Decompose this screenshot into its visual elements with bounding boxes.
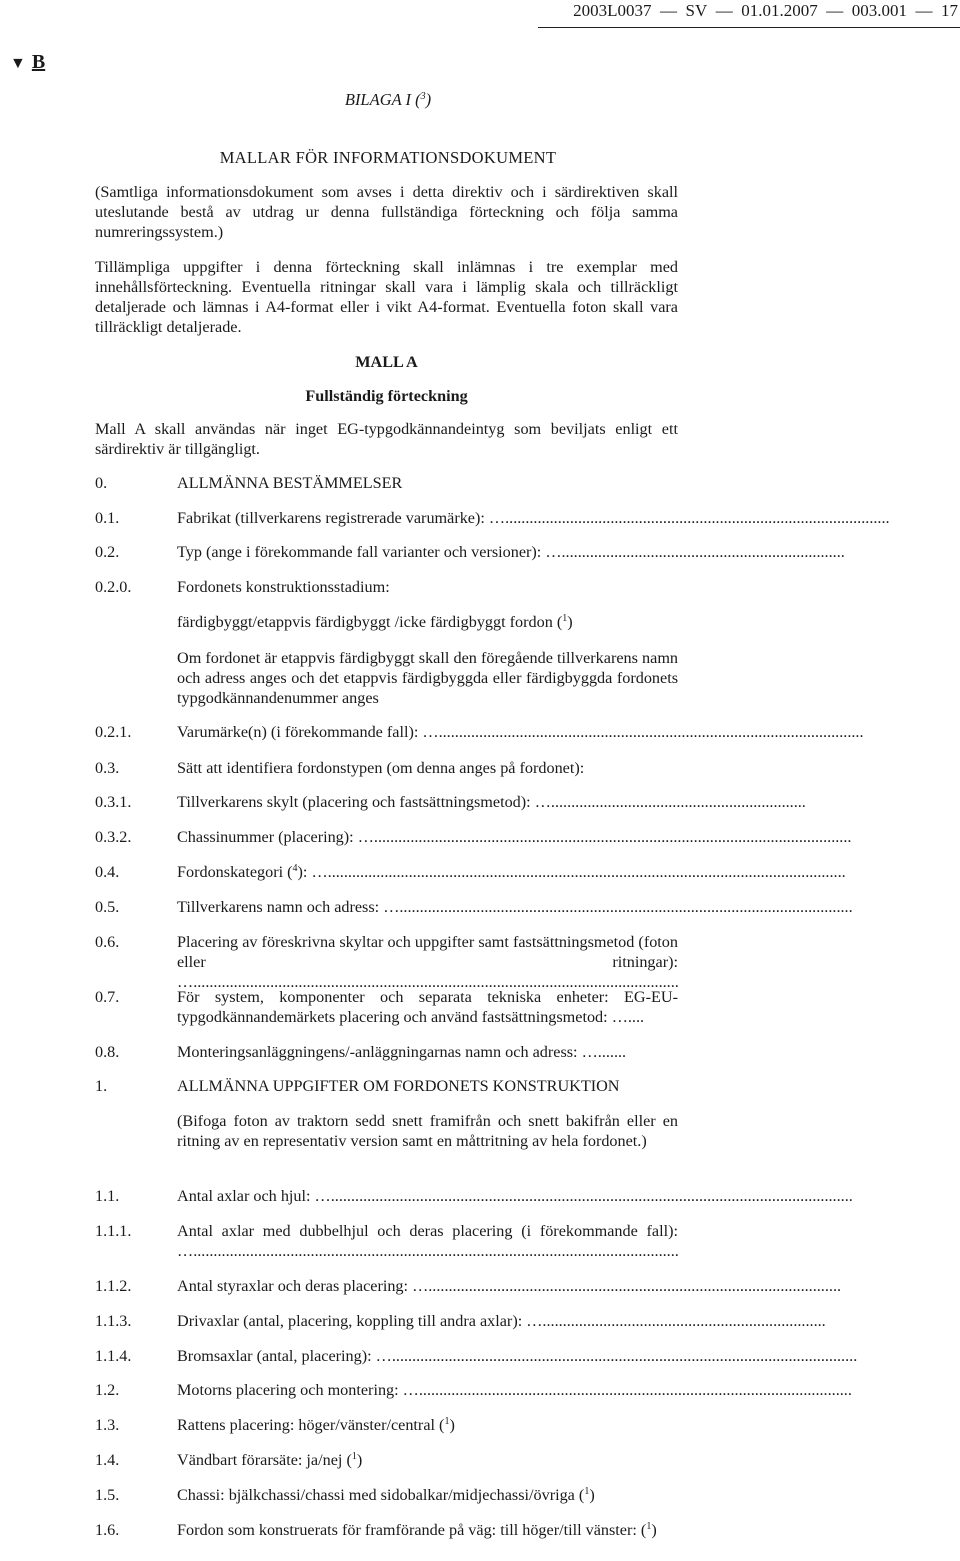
annex-title-close: ): [425, 90, 432, 109]
page-header: [538, 0, 960, 28]
item-text: Chassinummer (placering): …......................................................................................................................: [177, 828, 852, 846]
item-number: 0.5.: [95, 898, 120, 916]
item-text: Fabrikat (tillverkarens registrerade varumärke): …...............................................................................................: [177, 509, 890, 527]
footnote-ref: 1: [444, 1416, 450, 1427]
item-text: Typ (ange i förekommande fall varianter och versioner): …......................................................................: [177, 543, 845, 561]
item-text: Vändbart förarsäte: ja/nej (: [177, 1451, 352, 1469]
item-number: 0.6.: [95, 933, 120, 951]
item-text: Fordonets konstruktionsstadium:: [177, 578, 390, 596]
item-number: 1.1.: [95, 1187, 120, 1205]
template-subheading: Fullständig förteckning: [305, 387, 468, 405]
item-text-rest: ): [651, 1521, 657, 1539]
item-text: Rattens placering: höger/vänster/central (: [177, 1416, 445, 1434]
document-id: 2003L0037: [573, 1, 652, 20]
item-text: ALLMÄNNA BESTÄMMELSER: [177, 474, 403, 492]
item-number: 1.2.: [95, 1381, 120, 1399]
item-number: 0.2.0.: [95, 578, 132, 596]
consolidation-date: 01.01.2007: [741, 1, 818, 20]
stage-options-close: ): [567, 613, 573, 631]
page-number: 17: [941, 1, 958, 20]
item-number: 0.3.1.: [95, 793, 132, 811]
item-text: Bromsaxlar (antal, placering): …...................................................................................................................: [177, 1347, 858, 1365]
intro-paragraph-1: (Samtliga informationsdokument som avses i detta direktiv och i särdirektiven skall uteslutande bestå av utdrag ur denna fullständiga förteckning och följa samma numreringssystem.): [95, 183, 678, 241]
section-note: (Bifoga foton av traktorn sedd snett framifrån och snett bakifrån eller en ritning av en representativ version samt en måttritning av hela fordonet.): [177, 1112, 678, 1150]
item-text: Antal axlar och hjul: ….................................................................................................................................: [177, 1187, 853, 1205]
item-text: Motorns placering och montering: …...........................................................................................................: [177, 1381, 852, 1399]
item-text: Tillverkarens namn och adress: …................................................................................................................: [177, 898, 853, 916]
item-text: Placering av föreskrivna skyltar och uppgifter samt fastsättningsmetod (foton eller ritningar): …........................................................................................................................: [177, 933, 679, 991]
footnote-ref: 1: [562, 613, 568, 624]
item-number: 0.2.: [95, 543, 120, 561]
amendment-marker: [10, 50, 45, 76]
page-title: MALLAR FÖR INFORMATIONSDOKUMENT: [219, 148, 557, 167]
item-number: 0.1.: [95, 509, 120, 527]
item-number: 0.3.: [95, 759, 120, 777]
template-heading: MALL A: [355, 353, 418, 371]
item-number: 0.8.: [95, 1043, 120, 1061]
construction-stage-note: Om fordonet är etappvis färdigbyggt skall den föregående tillverkarens namn och adress anges och det etappvis färdigbyggda eller färdigbyggda fordonets typgodkännandenummer anges: [177, 649, 678, 707]
item-text-rest: ): [449, 1416, 455, 1434]
item-number: 1.6.: [95, 1521, 120, 1539]
footnote-ref: 1: [646, 1521, 652, 1532]
template-note: Mall A skall användas när inget EG-typgodkännandeintyg som beviljats enligt ett särdirektiv är tillgängligt.: [95, 420, 678, 458]
item-text-with-footnote: [177, 1520, 678, 1540]
item-text: Fordon som konstruerats för framförande på väg: till höger/till vänster: (: [177, 1521, 647, 1539]
item-number: 1.4.: [95, 1451, 120, 1469]
item-number: 1.: [95, 1077, 108, 1095]
item-text-with-footnote: [177, 862, 846, 882]
amendment-marker-label: B: [31, 51, 46, 73]
intro-paragraph-2: Tillämpliga uppgifter i denna förteckning skall inlämnas i tre exemplar med innehållsförteckning. Eventuella ritningar skall vara i lämplig skala och tillräckligt detaljerade och lämnas i A4-format eller i vikt A4-format. Eventuella foton skall vara tillräckligt detaljerade.: [95, 258, 678, 336]
footnote-ref: 4: [292, 863, 298, 874]
item-number: 0.: [95, 474, 108, 492]
item-text-rest: ): …................................................................................................................................: [297, 863, 846, 881]
item-text: Tillverkarens skylt (placering och fastsättningsmetod): …...............................................................: [177, 793, 806, 811]
item-text: Drivaxlar (antal, placering, koppling till andra axlar): …......................................................................: [177, 1312, 826, 1330]
item-number: 1.1.1.: [95, 1222, 132, 1240]
item-text-with-footnote: [177, 1450, 678, 1470]
item-text: Sätt att identifiera fordonstypen (om denna anges på fordonet):: [177, 759, 585, 777]
item-number: 1.3.: [95, 1416, 120, 1434]
item-number: 1.5.: [95, 1486, 120, 1504]
item-text: Monteringsanläggningens/-anläggningarnas namn och adress: ….......: [177, 1043, 627, 1061]
footnote-ref: 1: [584, 1486, 590, 1497]
construction-stage-options: [177, 612, 678, 632]
annex-title-text: BILAGA I (: [344, 90, 421, 109]
item-text-with-footnote: [177, 1415, 678, 1435]
language-code: SV: [685, 1, 708, 20]
item-number: 0.4.: [95, 863, 120, 881]
item-text: Fordonskategori (: [177, 863, 293, 881]
header-sep: —: [711, 1, 737, 20]
footnote-ref: 1: [351, 1451, 357, 1462]
item-text: För system, komponenter och separata tekniska enheter: EG-EU-typgodkännandemärkets placering och använd fastsättningsmetod: …....: [177, 988, 678, 1026]
header-sep: —: [655, 1, 682, 20]
item-text-with-footnote: [177, 1485, 678, 1505]
triangle-down-icon: ▼: [10, 55, 26, 72]
item-text: Antal styraxlar och deras placering: …......................................................................................................: [177, 1277, 842, 1295]
item-number: 0.3.2.: [95, 828, 132, 846]
item-text: Antal axlar med dubbelhjul och deras placering (i förekommande fall): …........................................................................................................................: [177, 1222, 679, 1260]
item-number: 0.7.: [95, 988, 120, 1006]
item-number: 0.2.1.: [95, 723, 132, 741]
item-number: 1.1.3.: [95, 1312, 132, 1330]
item-text: Chassi: bjälkchassi/chassi med sidobalkar/midjechassi/övriga (: [177, 1486, 585, 1504]
item-number: 1.1.2.: [95, 1277, 132, 1295]
item-text: Varumärke(n) (i förekommande fall): ….........................................................................................................: [177, 723, 864, 741]
header-sep: —: [911, 1, 937, 20]
header-sep: —: [822, 1, 848, 20]
item-text-rest: ): [589, 1486, 595, 1504]
item-text: ALLMÄNNA UPPGIFTER OM FORDONETS KONSTRUKTION: [177, 1077, 620, 1095]
stage-options-text: färdigbyggt/etappvis färdigbyggt /icke färdigbyggt fordon (: [177, 613, 563, 631]
item-text-rest: ): [356, 1451, 363, 1469]
annex-title: [0, 90, 776, 110]
footnote-ref: 3: [420, 91, 426, 102]
version-number: 003.001: [851, 1, 907, 20]
item-number: 1.1.4.: [95, 1347, 132, 1365]
